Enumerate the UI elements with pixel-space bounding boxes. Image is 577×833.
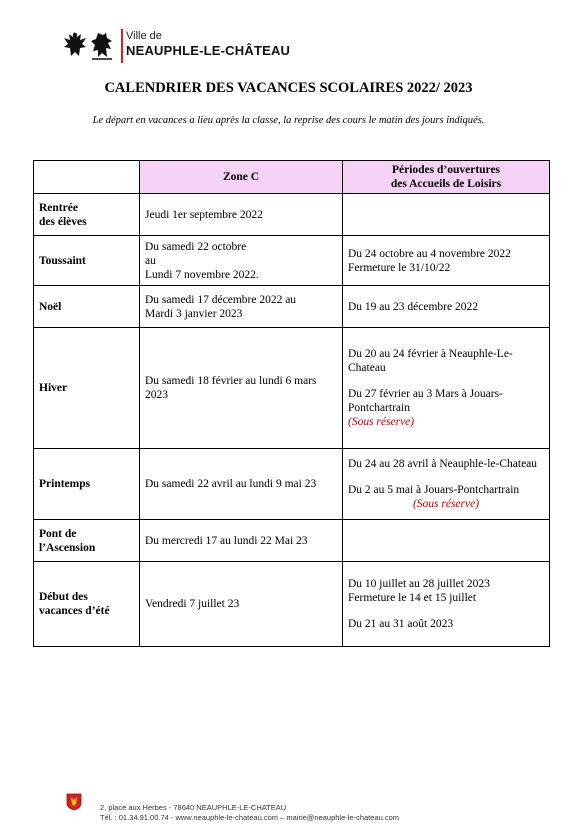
table-row-toussaint [34,236,550,286]
zone-c-cell [140,286,343,328]
row-label-line1: Rentrée [39,201,78,214]
row-label [34,520,140,562]
accueils-cell [343,562,550,647]
row-label-line2: des élèves [39,215,87,228]
zone-line: Lundi 7 novembre 2022. [145,268,259,281]
zone-line: au [145,254,156,267]
header-cell-empty [34,161,140,194]
row-label: Hiver [34,328,140,449]
table-header-row [34,161,550,194]
page-subtitle: Le départ en vacances a lieu après la classe, la reprise des cours le matin des jours indiqués. [92,115,485,126]
town-crest-icon [62,29,116,63]
sous-reserve-note: (Sous réserve) [412,498,480,510]
sous-reserve-note: (Sous réserve) [348,416,415,428]
accueils-line: Du 27 février au 3 Mars à Jouars-Pontchartrain [348,388,503,414]
zone-c-cell: Du samedi 18 février au lundi 6 mars 2023 [140,328,343,449]
accueils-cell: Du 19 au 23 décembre 2022 [343,286,550,328]
row-label: Printemps [34,449,140,520]
header-zone-c: Zone C [140,161,343,194]
accueils-line: Du 10 juillet au 28 juillet 2023 [348,578,490,590]
row-label-line2: l’Ascension [39,541,96,554]
logo-ville-de: Ville de [126,30,162,42]
zone-c-cell [140,236,343,286]
row-label [34,194,140,236]
holiday-calendar-table [33,160,550,647]
zone-c-cell: Du samedi 22 avril au lundi 9 mai 23 [140,449,343,520]
row-label-line2: vacances d’été [39,605,110,617]
logo-divider [121,29,123,63]
accueils-line: Du 24 au 28 avril à Neauphle-le-Chateau [348,458,538,470]
page-title: CALENDRIER DES VACANCES SCOLAIRES 2022/ 2023 [104,80,473,96]
header-accueils-line1: Périodes d’ouvertures [391,164,501,176]
table-row-rentree [34,194,550,236]
accueils-cell [343,520,550,562]
header-accueils [343,161,550,194]
accueils-line: Du 20 au 24 février à Neauphle-Le-Chateau [348,348,513,374]
logo-town-name: NEAUPHLE-LE-CHÂTEAU [126,43,291,58]
footer-crest-icon [66,793,82,811]
page-footer [66,793,486,825]
town-logo [62,27,291,67]
accueils-cell [343,194,550,236]
row-label [34,562,140,647]
zone-c-cell: Vendredi 7 juillet 23 [140,562,343,647]
footer-address-block [100,803,399,823]
table-row-printemps [34,449,550,520]
accueils-cell [343,328,550,449]
row-label: Noël [34,286,140,328]
table-row-hiver [34,328,550,449]
table-row-ascension [34,520,550,562]
row-label: Toussaint [34,236,140,286]
accueils-cell [343,236,550,286]
accueils-line: Fermeture le 14 et 15 juillet [348,592,477,604]
accueils-line: Du 2 au 5 mai à Jouars-Pontchartrain [348,484,520,496]
zone-c-cell: Du mercredi 17 au lundi 22 Mai 23 [140,520,343,562]
zone-line: Du samedi 17 décembre 2022 au [145,293,297,306]
table-row-ete [34,562,550,647]
accueils-line: Fermeture le 31/10/22 [348,261,451,274]
accueils-cell [343,449,550,520]
accueils-line: Du 21 au 31 août 2023 [348,618,454,630]
zone-line: Mardi 3 janvier 2023 [145,307,243,320]
header-accueils-line2: des Accueils de Loisirs [390,178,502,190]
zone-c-cell: Jeudi 1er septembre 2022 [140,194,343,236]
footer-contact: Tél. : 01.34.91.00.74 - www.neauphle-le-chateau.com – mairie@neauphle-le-chateau.com [100,813,400,822]
footer-address: 2, place aux Herbes - 78640 NEAUPHLE-LE-CHATEAU [100,803,287,812]
accueils-line: Du 24 octobre au 4 novembre 2022 [348,247,511,260]
table-row-noel [34,286,550,328]
row-label-line1: Pont de [39,527,77,540]
zone-line: Du samedi 22 octobre [145,240,247,253]
row-label-line1: Début des [39,591,88,603]
